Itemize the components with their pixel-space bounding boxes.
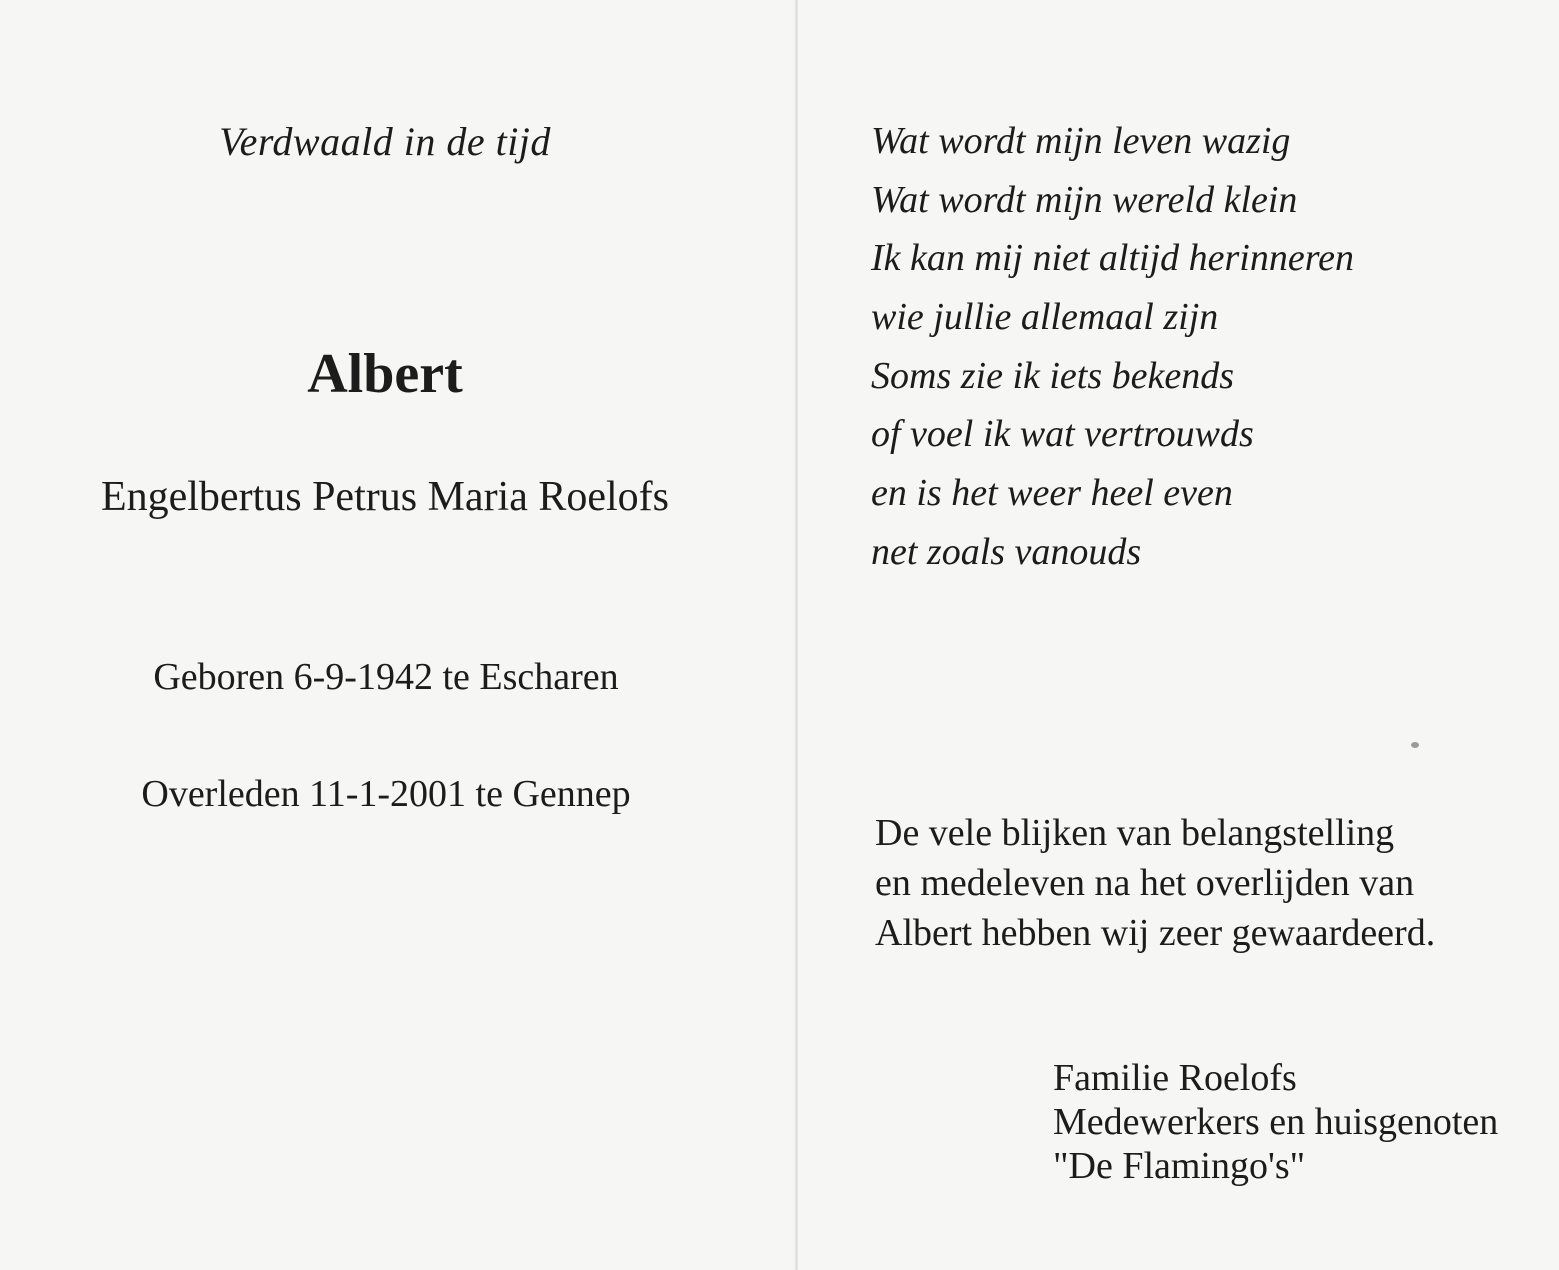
thanks-line: Albert hebben wij zeer gewaardeerd.: [875, 912, 1436, 954]
right-page: [798, 0, 1559, 1270]
poem-line: net zoals vanouds: [871, 530, 1142, 573]
thanks-line: en medeleven na het overlijden van: [875, 862, 1415, 904]
deceased-name: Albert: [307, 343, 463, 405]
deceased-full-name: Engelbertus Petrus Maria Roelofs: [100, 474, 670, 520]
motto: Verdwaald in de tijd: [219, 119, 551, 164]
poem-line: Ik kan mij niet altijd herinneren: [871, 237, 1354, 280]
poem-line: Wat wordt mijn wereld klein: [871, 178, 1298, 221]
poem-line: wie jullie allemaal zijn: [871, 296, 1219, 339]
paper-speck: [1411, 742, 1419, 748]
signature-line: Familie Roelofs: [1053, 1057, 1297, 1099]
poem-line: en is het weer heel even: [871, 472, 1233, 515]
death-line: Overleden 11-1-2001 te Gennep: [141, 773, 631, 815]
signature-line: "De Flamingo's": [1053, 1145, 1306, 1187]
signature-line: Medewerkers en huisgenoten: [1053, 1101, 1499, 1143]
birth-line: Geboren 6-9-1942 te Escharen: [153, 656, 619, 698]
thanks-line: De vele blijken van belangstelling: [875, 812, 1395, 854]
poem-line: Soms zie ik iets bekends: [871, 354, 1235, 397]
poem: [871, 112, 1354, 582]
thanks-message: [875, 808, 1435, 958]
poem-line: of voel ik wat vertrouwds: [871, 413, 1254, 456]
poem-line: Wat wordt mijn leven wazig: [871, 120, 1291, 162]
signature-block: [1053, 1056, 1498, 1188]
